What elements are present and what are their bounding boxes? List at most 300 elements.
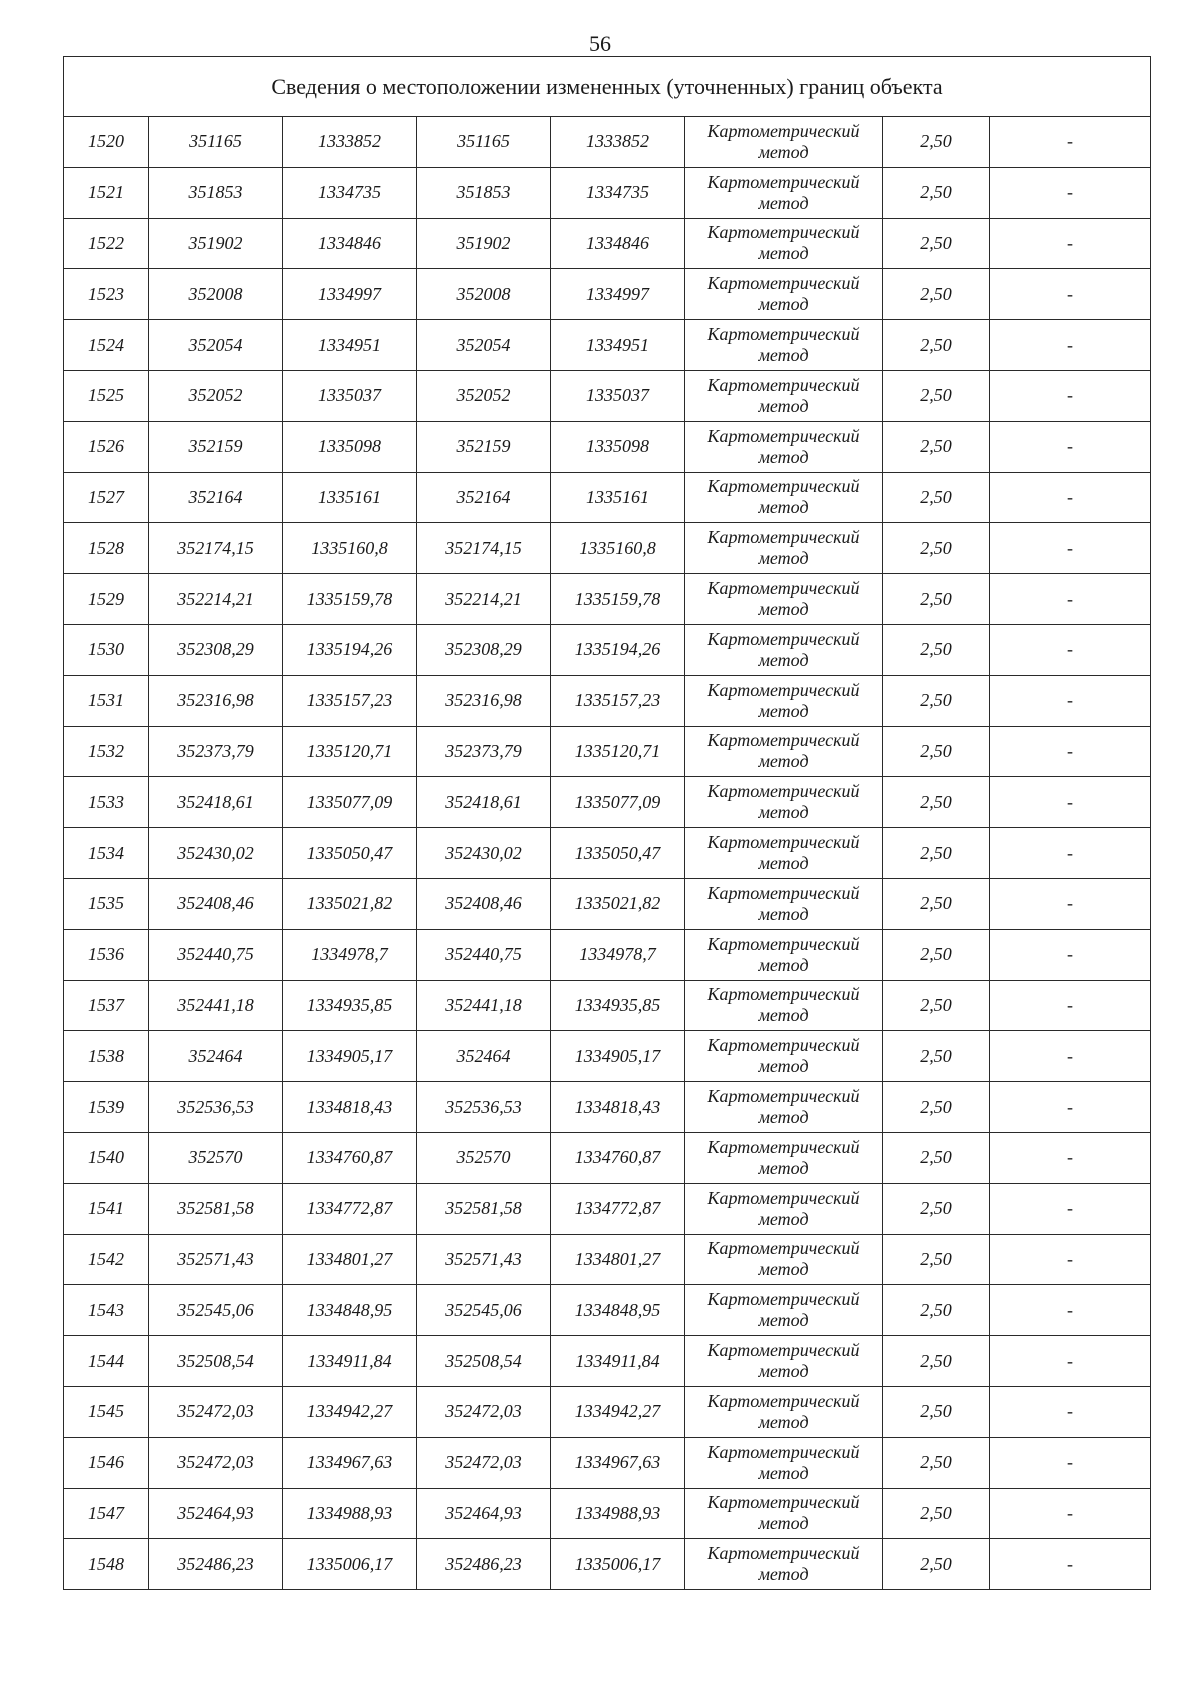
point-number-cell: 1543	[64, 1285, 149, 1336]
note-cell: -	[990, 878, 1151, 929]
x-existing-cell: 352570	[149, 1132, 283, 1183]
x-refined-cell: 352418,61	[417, 777, 551, 828]
method-text-line2: метод	[758, 599, 809, 620]
method-text-line1: Картометрический	[707, 1187, 860, 1208]
method-text-line2: метод	[758, 1208, 809, 1229]
method-cell	[685, 1234, 883, 1285]
method-text-line2: метод	[758, 1005, 809, 1026]
y-refined-cell: 1334905,17	[551, 1031, 685, 1082]
method-text-line1: Картометрический	[707, 1441, 860, 1462]
point-number-cell: 1520	[64, 117, 149, 168]
x-refined-cell: 352570	[417, 1132, 551, 1183]
x-refined-cell: 352408,46	[417, 878, 551, 929]
y-refined-cell: 1334818,43	[551, 1082, 685, 1133]
y-existing-cell: 1334801,27	[283, 1234, 417, 1285]
method-cell	[685, 828, 883, 879]
table-row	[64, 472, 1151, 523]
note-cell: -	[990, 726, 1151, 777]
y-refined-cell: 1334935,85	[551, 980, 685, 1031]
method-cell	[685, 421, 883, 472]
y-refined-cell: 1335037	[551, 370, 685, 421]
note-cell: -	[990, 1132, 1151, 1183]
y-existing-cell: 1334935,85	[283, 980, 417, 1031]
point-number-cell: 1526	[64, 421, 149, 472]
method-text-line2: метод	[758, 294, 809, 315]
point-number-cell: 1522	[64, 218, 149, 269]
table-row	[64, 370, 1151, 421]
y-refined-cell: 1334846	[551, 218, 685, 269]
table-row	[64, 1488, 1151, 1539]
y-refined-cell: 1334848,95	[551, 1285, 685, 1336]
table-row	[64, 624, 1151, 675]
method-cell	[685, 523, 883, 574]
y-existing-cell: 1335037	[283, 370, 417, 421]
method-text-line1: Картометрический	[707, 120, 860, 141]
accuracy-cell: 2,50	[883, 1183, 990, 1234]
y-existing-cell: 1334905,17	[283, 1031, 417, 1082]
y-existing-cell: 1335050,47	[283, 828, 417, 879]
method-cell	[685, 929, 883, 980]
y-existing-cell: 1334988,93	[283, 1488, 417, 1539]
method-text-line1: Картометрический	[707, 730, 860, 751]
method-text-line1: Картометрический	[707, 984, 860, 1005]
accuracy-cell: 2,50	[883, 218, 990, 269]
method-text-line1: Картометрический	[707, 1035, 860, 1056]
x-refined-cell: 352508,54	[417, 1336, 551, 1387]
method-text-line2: метод	[758, 243, 809, 264]
table-row	[64, 1082, 1151, 1133]
method-text-line2: метод	[758, 1310, 809, 1331]
method-text-line2: метод	[758, 192, 809, 213]
table-title-row	[64, 57, 1151, 117]
y-refined-cell: 1335006,17	[551, 1539, 685, 1590]
method-text-line1: Картометрический	[707, 171, 860, 192]
method-cell	[685, 472, 883, 523]
note-cell: -	[990, 1285, 1151, 1336]
method-cell	[685, 1539, 883, 1590]
point-number-cell: 1531	[64, 675, 149, 726]
note-cell: -	[990, 828, 1151, 879]
note-cell: -	[990, 370, 1151, 421]
note-cell: -	[990, 1031, 1151, 1082]
method-text-line1: Картометрический	[707, 527, 860, 548]
method-text-line1: Картометрический	[707, 222, 860, 243]
y-existing-cell: 1334911,84	[283, 1336, 417, 1387]
x-existing-cell: 352214,21	[149, 574, 283, 625]
accuracy-cell: 2,50	[883, 980, 990, 1031]
x-existing-cell: 352472,03	[149, 1386, 283, 1437]
y-refined-cell: 1334942,27	[551, 1386, 685, 1437]
y-existing-cell: 1334735	[283, 167, 417, 218]
table-row	[64, 1234, 1151, 1285]
method-text-line1: Картометрический	[707, 832, 860, 853]
y-existing-cell: 1335077,09	[283, 777, 417, 828]
note-cell: -	[990, 1437, 1151, 1488]
x-refined-cell: 352472,03	[417, 1437, 551, 1488]
x-refined-cell: 352441,18	[417, 980, 551, 1031]
method-cell	[685, 878, 883, 929]
method-text-line2: метод	[758, 1259, 809, 1280]
table-title: Сведения о местоположении измененных (уточненных) границ объекта	[64, 57, 1151, 117]
accuracy-cell: 2,50	[883, 523, 990, 574]
method-text-line2: метод	[758, 700, 809, 721]
y-refined-cell: 1335098	[551, 421, 685, 472]
y-existing-cell: 1335160,8	[283, 523, 417, 574]
y-refined-cell: 1335077,09	[551, 777, 685, 828]
note-cell: -	[990, 1336, 1151, 1387]
method-text-line2: метод	[758, 954, 809, 975]
method-cell	[685, 1031, 883, 1082]
method-text-line2: метод	[758, 548, 809, 569]
point-number-cell: 1544	[64, 1336, 149, 1387]
x-existing-cell: 352472,03	[149, 1437, 283, 1488]
accuracy-cell: 2,50	[883, 675, 990, 726]
y-existing-cell: 1334760,87	[283, 1132, 417, 1183]
accuracy-cell: 2,50	[883, 269, 990, 320]
x-existing-cell: 352464,93	[149, 1488, 283, 1539]
method-text-line2: метод	[758, 446, 809, 467]
y-existing-cell: 1335159,78	[283, 574, 417, 625]
method-text-line2: метод	[758, 497, 809, 518]
point-number-cell: 1524	[64, 320, 149, 371]
x-existing-cell: 352159	[149, 421, 283, 472]
y-refined-cell: 1335194,26	[551, 624, 685, 675]
x-existing-cell: 352440,75	[149, 929, 283, 980]
x-refined-cell: 352214,21	[417, 574, 551, 625]
method-text-line1: Картометрический	[707, 628, 860, 649]
x-existing-cell: 351853	[149, 167, 283, 218]
note-cell: -	[990, 675, 1151, 726]
x-existing-cell: 352464	[149, 1031, 283, 1082]
boundary-coordinates-table	[63, 56, 1151, 1590]
point-number-cell: 1539	[64, 1082, 149, 1133]
x-existing-cell: 352536,53	[149, 1082, 283, 1133]
note-cell: -	[990, 1386, 1151, 1437]
point-number-cell: 1525	[64, 370, 149, 421]
method-text-line1: Картометрический	[707, 476, 860, 497]
x-refined-cell: 352545,06	[417, 1285, 551, 1336]
y-existing-cell: 1334967,63	[283, 1437, 417, 1488]
x-refined-cell: 352373,79	[417, 726, 551, 777]
method-text-line2: метод	[758, 1361, 809, 1382]
method-cell	[685, 574, 883, 625]
accuracy-cell: 2,50	[883, 1285, 990, 1336]
y-refined-cell: 1333852	[551, 117, 685, 168]
x-existing-cell: 352174,15	[149, 523, 283, 574]
y-existing-cell: 1334772,87	[283, 1183, 417, 1234]
x-existing-cell: 351165	[149, 117, 283, 168]
accuracy-cell: 2,50	[883, 777, 990, 828]
y-existing-cell: 1335021,82	[283, 878, 417, 929]
note-cell: -	[990, 980, 1151, 1031]
x-existing-cell: 352164	[149, 472, 283, 523]
method-text-line1: Картометрический	[707, 1492, 860, 1513]
method-cell	[685, 1336, 883, 1387]
table-row	[64, 523, 1151, 574]
point-number-cell: 1530	[64, 624, 149, 675]
x-refined-cell: 352486,23	[417, 1539, 551, 1590]
point-number-cell: 1533	[64, 777, 149, 828]
table-row	[64, 1336, 1151, 1387]
y-existing-cell: 1334848,95	[283, 1285, 417, 1336]
method-text-line2: метод	[758, 649, 809, 670]
point-number-cell: 1546	[64, 1437, 149, 1488]
y-existing-cell: 1334942,27	[283, 1386, 417, 1437]
note-cell: -	[990, 421, 1151, 472]
method-cell	[685, 218, 883, 269]
table-row	[64, 878, 1151, 929]
accuracy-cell: 2,50	[883, 370, 990, 421]
x-refined-cell: 352581,58	[417, 1183, 551, 1234]
y-refined-cell: 1334988,93	[551, 1488, 685, 1539]
note-cell: -	[990, 117, 1151, 168]
accuracy-cell: 2,50	[883, 1488, 990, 1539]
method-cell	[685, 320, 883, 371]
page-number: 56	[589, 31, 611, 56]
note-cell: -	[990, 1234, 1151, 1285]
x-refined-cell: 352464,93	[417, 1488, 551, 1539]
table-row	[64, 218, 1151, 269]
accuracy-cell: 2,50	[883, 1234, 990, 1285]
y-refined-cell: 1334967,63	[551, 1437, 685, 1488]
method-cell	[685, 777, 883, 828]
y-existing-cell: 1334846	[283, 218, 417, 269]
y-existing-cell: 1335161	[283, 472, 417, 523]
x-existing-cell: 352054	[149, 320, 283, 371]
method-text-line1: Картометрический	[707, 1136, 860, 1157]
accuracy-cell: 2,50	[883, 574, 990, 625]
point-number-cell: 1538	[64, 1031, 149, 1082]
table-row	[64, 269, 1151, 320]
method-text-line2: метод	[758, 1462, 809, 1483]
method-cell	[685, 1285, 883, 1336]
point-number-cell: 1542	[64, 1234, 149, 1285]
point-number-cell: 1532	[64, 726, 149, 777]
x-refined-cell: 351165	[417, 117, 551, 168]
method-cell	[685, 370, 883, 421]
x-refined-cell: 352440,75	[417, 929, 551, 980]
y-refined-cell: 1334997	[551, 269, 685, 320]
y-refined-cell: 1334911,84	[551, 1336, 685, 1387]
method-text-line1: Картометрический	[707, 425, 860, 446]
table-row	[64, 1031, 1151, 1082]
x-refined-cell: 352054	[417, 320, 551, 371]
y-refined-cell: 1335021,82	[551, 878, 685, 929]
accuracy-cell: 2,50	[883, 1132, 990, 1183]
x-existing-cell: 352052	[149, 370, 283, 421]
method-text-line2: метод	[758, 1107, 809, 1128]
method-text-line2: метод	[758, 141, 809, 162]
point-number-cell: 1541	[64, 1183, 149, 1234]
x-existing-cell: 352408,46	[149, 878, 283, 929]
x-refined-cell: 352174,15	[417, 523, 551, 574]
y-existing-cell: 1334978,7	[283, 929, 417, 980]
method-text-line1: Картометрический	[707, 882, 860, 903]
x-existing-cell: 352316,98	[149, 675, 283, 726]
table-row	[64, 726, 1151, 777]
table-row	[64, 1285, 1151, 1336]
method-text-line2: метод	[758, 395, 809, 416]
note-cell: -	[990, 1082, 1151, 1133]
accuracy-cell: 2,50	[883, 472, 990, 523]
x-refined-cell: 352052	[417, 370, 551, 421]
method-text-line1: Картометрический	[707, 1390, 860, 1411]
method-text-line1: Картометрический	[707, 1238, 860, 1259]
method-text-line2: метод	[758, 1157, 809, 1178]
y-existing-cell: 1335098	[283, 421, 417, 472]
accuracy-cell: 2,50	[883, 1386, 990, 1437]
table-row	[64, 929, 1151, 980]
x-refined-cell: 351902	[417, 218, 551, 269]
y-refined-cell: 1334735	[551, 167, 685, 218]
point-number-cell: 1540	[64, 1132, 149, 1183]
method-text-line2: метод	[758, 1564, 809, 1585]
method-cell	[685, 726, 883, 777]
y-existing-cell: 1335157,23	[283, 675, 417, 726]
note-cell: -	[990, 929, 1151, 980]
accuracy-cell: 2,50	[883, 167, 990, 218]
point-number-cell: 1521	[64, 167, 149, 218]
x-existing-cell: 352373,79	[149, 726, 283, 777]
y-existing-cell: 1334818,43	[283, 1082, 417, 1133]
y-existing-cell: 1334997	[283, 269, 417, 320]
y-refined-cell: 1335160,8	[551, 523, 685, 574]
y-existing-cell: 1333852	[283, 117, 417, 168]
method-text-line1: Картометрический	[707, 679, 860, 700]
method-cell	[685, 1082, 883, 1133]
x-existing-cell: 352508,54	[149, 1336, 283, 1387]
method-text-line1: Картометрический	[707, 273, 860, 294]
x-existing-cell: 352545,06	[149, 1285, 283, 1336]
note-cell: -	[990, 1539, 1151, 1590]
table-row	[64, 1183, 1151, 1234]
x-refined-cell: 352308,29	[417, 624, 551, 675]
x-refined-cell: 352159	[417, 421, 551, 472]
table-row	[64, 574, 1151, 625]
method-text-line1: Картометрический	[707, 374, 860, 395]
y-refined-cell: 1335161	[551, 472, 685, 523]
y-refined-cell: 1335159,78	[551, 574, 685, 625]
accuracy-cell: 2,50	[883, 828, 990, 879]
y-existing-cell: 1335006,17	[283, 1539, 417, 1590]
method-text-line1: Картометрический	[707, 933, 860, 954]
y-existing-cell: 1335120,71	[283, 726, 417, 777]
x-refined-cell: 352571,43	[417, 1234, 551, 1285]
accuracy-cell: 2,50	[883, 1539, 990, 1590]
method-text-line1: Картометрический	[707, 1086, 860, 1107]
point-number-cell: 1535	[64, 878, 149, 929]
method-cell	[685, 675, 883, 726]
table-row	[64, 777, 1151, 828]
x-existing-cell: 352430,02	[149, 828, 283, 879]
note-cell: -	[990, 624, 1151, 675]
table-row	[64, 167, 1151, 218]
note-cell: -	[990, 777, 1151, 828]
y-refined-cell: 1335050,47	[551, 828, 685, 879]
table-row	[64, 421, 1151, 472]
x-existing-cell: 352581,58	[149, 1183, 283, 1234]
table-row	[64, 1386, 1151, 1437]
note-cell: -	[990, 167, 1151, 218]
method-cell	[685, 1437, 883, 1488]
note-cell: -	[990, 472, 1151, 523]
table-row	[64, 675, 1151, 726]
method-cell	[685, 269, 883, 320]
table-row	[64, 1437, 1151, 1488]
accuracy-cell: 2,50	[883, 624, 990, 675]
accuracy-cell: 2,50	[883, 1437, 990, 1488]
method-text-line2: метод	[758, 853, 809, 874]
table-row	[64, 117, 1151, 168]
x-refined-cell: 352430,02	[417, 828, 551, 879]
method-cell	[685, 980, 883, 1031]
x-existing-cell: 352571,43	[149, 1234, 283, 1285]
accuracy-cell: 2,50	[883, 320, 990, 371]
method-text-line2: метод	[758, 1056, 809, 1077]
note-cell: -	[990, 1183, 1151, 1234]
accuracy-cell: 2,50	[883, 929, 990, 980]
accuracy-cell: 2,50	[883, 878, 990, 929]
y-refined-cell: 1334760,87	[551, 1132, 685, 1183]
note-cell: -	[990, 574, 1151, 625]
method-text-line1: Картометрический	[707, 781, 860, 802]
accuracy-cell: 2,50	[883, 117, 990, 168]
point-number-cell: 1545	[64, 1386, 149, 1437]
y-refined-cell: 1335120,71	[551, 726, 685, 777]
x-refined-cell: 352536,53	[417, 1082, 551, 1133]
y-refined-cell: 1334772,87	[551, 1183, 685, 1234]
method-text-line1: Картометрический	[707, 578, 860, 599]
y-existing-cell: 1335194,26	[283, 624, 417, 675]
method-cell	[685, 624, 883, 675]
x-existing-cell: 352441,18	[149, 980, 283, 1031]
y-refined-cell: 1334951	[551, 320, 685, 371]
point-number-cell: 1537	[64, 980, 149, 1031]
x-refined-cell: 352008	[417, 269, 551, 320]
table-row	[64, 320, 1151, 371]
method-text-line1: Картометрический	[707, 1340, 860, 1361]
x-existing-cell: 351902	[149, 218, 283, 269]
method-text-line1: Картометрический	[707, 1543, 860, 1564]
accuracy-cell: 2,50	[883, 1336, 990, 1387]
point-number-cell: 1547	[64, 1488, 149, 1539]
accuracy-cell: 2,50	[883, 1082, 990, 1133]
table-row	[64, 828, 1151, 879]
note-cell: -	[990, 218, 1151, 269]
method-cell	[685, 1183, 883, 1234]
x-refined-cell: 352316,98	[417, 675, 551, 726]
point-number-cell: 1536	[64, 929, 149, 980]
method-text-line2: метод	[758, 802, 809, 823]
x-existing-cell: 352486,23	[149, 1539, 283, 1590]
method-text-line2: метод	[758, 1411, 809, 1432]
method-cell	[685, 1132, 883, 1183]
note-cell: -	[990, 1488, 1151, 1539]
note-cell: -	[990, 320, 1151, 371]
method-text-line1: Картометрический	[707, 1289, 860, 1310]
method-cell	[685, 167, 883, 218]
method-cell	[685, 117, 883, 168]
x-refined-cell: 352164	[417, 472, 551, 523]
point-number-cell: 1534	[64, 828, 149, 879]
y-refined-cell: 1334801,27	[551, 1234, 685, 1285]
table-row	[64, 980, 1151, 1031]
point-number-cell: 1523	[64, 269, 149, 320]
method-text-line2: метод	[758, 751, 809, 772]
x-refined-cell: 351853	[417, 167, 551, 218]
point-number-cell: 1529	[64, 574, 149, 625]
x-existing-cell: 352008	[149, 269, 283, 320]
